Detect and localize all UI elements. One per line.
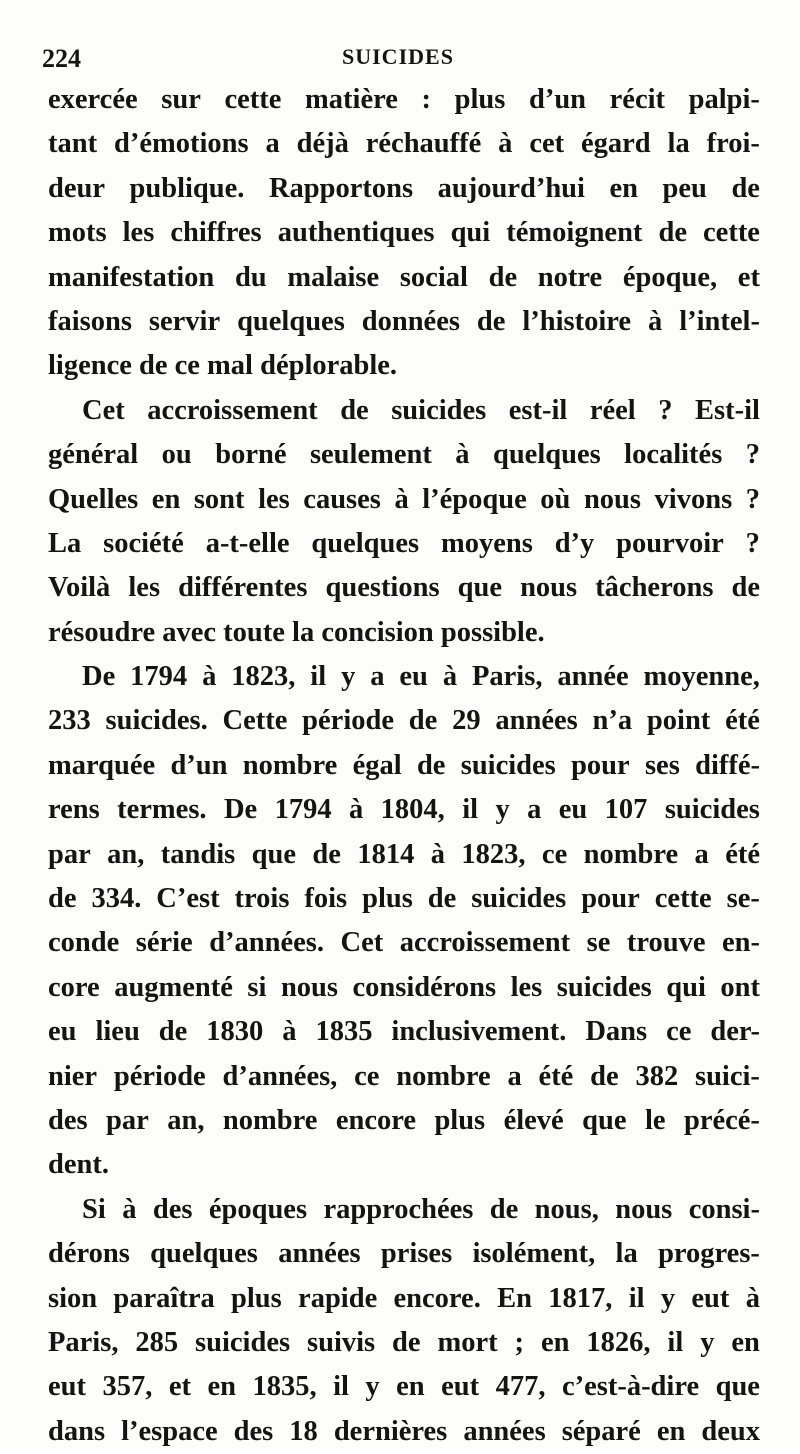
- text-line: dans l’espace des 18 dernières années séparé en deux: [48, 1415, 760, 1447]
- text-line: de 334. C’est trois fois plus de suicides pour cette se-: [48, 883, 760, 915]
- text-line: La société a-t-elle quelques moyens d’y pourvoir ?: [48, 527, 760, 559]
- text-line: eut 357, et en 1835, il y en eut 477, c’est-à-dire que: [48, 1371, 760, 1403]
- text-line: exercée sur cette matière : plus d’un récit palpi-: [48, 84, 760, 115]
- text-line: De 1794 à 1823, il y a eu à Paris, année moyenne,: [82, 661, 760, 693]
- text-line: manifestation du malaise social de notre époque, et: [48, 261, 760, 293]
- running-head: SUICIDES: [342, 44, 454, 69]
- text-line: conde série d’années. Cet accroissement se trouve en-: [48, 927, 760, 959]
- text-line: Si à des époques rapprochées de nous, nous consi-: [82, 1193, 760, 1225]
- text-line: tant d’émotions a déjà réchauffé à cet égard la froi-: [48, 128, 760, 160]
- text-line: résoudre avec toute la concision possible.: [48, 616, 545, 648]
- text-line: dérons quelques années prises isolément, la progres-: [48, 1238, 760, 1270]
- text-line: marquée d’un nombre égal de suicides pour ses diffé-: [48, 749, 760, 781]
- page-header: [42, 40, 772, 80]
- text-line: eu lieu de 1830 à 1835 inclusivement. Dans ce der-: [48, 1016, 760, 1048]
- text-line: nier période d’années, ce nombre a été de 382 suici-: [48, 1060, 760, 1092]
- text-line: Voilà les différentes questions que nous tâcherons de: [48, 572, 760, 604]
- page-number: 224: [42, 44, 81, 73]
- text-line: général ou borné seulement à quelques localités ?: [48, 439, 760, 471]
- text-line: Quelles en sont les causes à l’époque où nous vivons ?: [48, 483, 760, 515]
- text-line: dent.: [48, 1149, 109, 1181]
- text-line: Paris, 285 suicides suivis de mort ; en 1826, il y en: [48, 1326, 760, 1358]
- text-line: mots les chiffres authentiques qui témoignent de cette: [48, 217, 760, 249]
- text-line: ligence de ce mal déplorable.: [48, 350, 398, 382]
- text-line: sion paraîtra plus rapide encore. En 1817, il y eut à: [48, 1282, 760, 1314]
- text-line: des par an, nombre encore plus élevé que le précé-: [48, 1104, 760, 1136]
- text-line: par an, tandis que de 1814 à 1823, ce nombre a été: [48, 838, 760, 870]
- text-line: Cet accroissement de suicides est-il réel ? Est-il: [82, 394, 760, 426]
- body-text: [48, 78, 760, 1454]
- text-line: 233 suicides. Cette période de 29 années n’a point été: [48, 705, 760, 737]
- text-line: rens termes. De 1794 à 1804, il y a eu 107 suicides: [48, 794, 760, 826]
- text-line: core augmenté si nous considérons les suicides qui ont: [48, 971, 760, 1003]
- text-line: faisons servir quelques données de l’histoire à l’intel-: [48, 305, 760, 337]
- text-line: deur publique. Rapportons aujourd’hui en peu de: [48, 172, 760, 204]
